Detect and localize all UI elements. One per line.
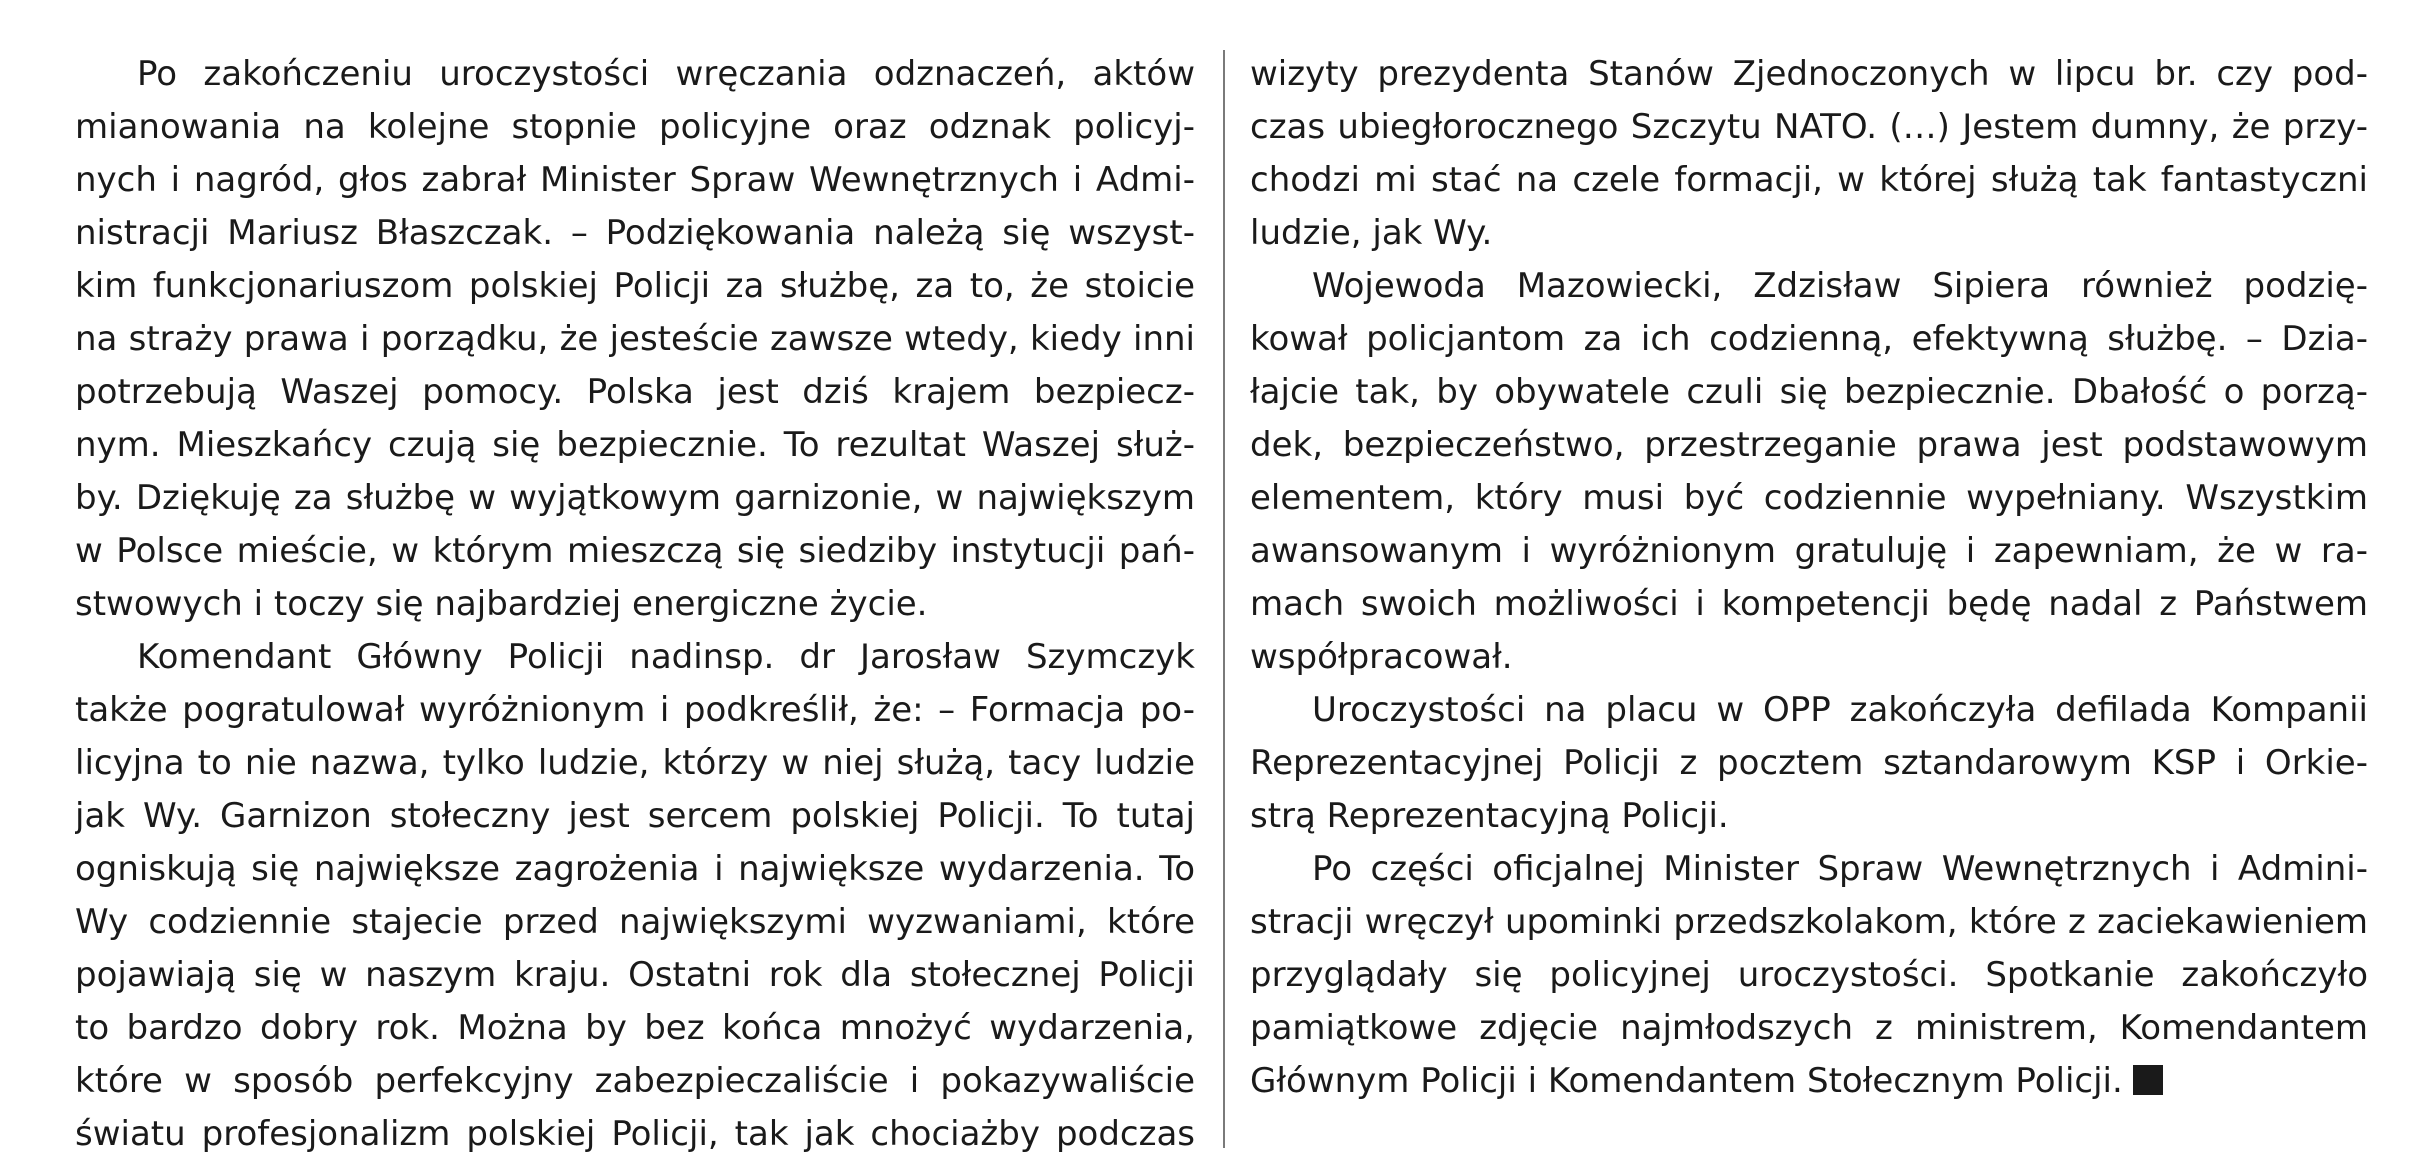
paragraph-1-line-9: by. Dziękuję za służbę w wyjątkowym garnizonie, w największym [75,478,1195,518]
paragraph-1-line-10: w Polsce mieście, w którym mieszczą się siedziby instytucji pań- [75,531,1195,571]
paragraph-3-line-6: awansowanym i wyróżnionym gratuluję i zapewniam, że w ra- [1250,531,2368,571]
paragraph-2-line-6: Wy codziennie stajecie przed największymi wyzwaniami, które [75,902,1195,942]
paragraph-3-line-7: mach swoich możliwości i kompetencji będę nadal z Państwem [1250,584,2368,624]
paragraph-2-line-8: to bardzo dobry rok. Można by bez końca mnożyć wydarzenia, [75,1008,1195,1048]
paragraph-2-line-7: pojawiają się w naszym kraju. Ostatni rok dla stołecznej Policji [75,955,1195,995]
paragraph-3-line-8: współpracował. [1250,637,1513,677]
paragraph-1-line-7: potrzebują Waszej pomocy. Polska jest dziś krajem bezpiecz- [75,372,1195,412]
paragraph-3-line-3: łajcie tak, by obywatele czuli się bezpiecznie. Dbałość o porzą- [1250,372,2368,412]
paragraph-3-line-2: kował policjantom za ich codzienną, efektywną służbę. – Dzia- [1250,319,2368,359]
paragraph-2-continued-line-1: wizyty prezydenta Stanów Zjednoczonych w lipcu br. czy pod- [1250,54,2368,94]
paragraph-1-line-1: Po zakończeniu uroczystości wręczania odznaczeń, aktów [137,54,1195,94]
paragraph-4-line-1: Uroczystości na placu w OPP zakończyła defilada Kompanii [1312,690,2368,730]
paragraph-5-line-5: Głównym Policji i Komendantem Stołecznym Policji. [1250,1061,2123,1101]
paragraph-2-line-4: jak Wy. Garnizon stołeczny jest sercem polskiej Policji. To tutaj [75,796,1195,836]
paragraph-5-line-4: pamiątkowe zdjęcie najmłodszych z ministrem, Komendantem [1250,1008,2368,1048]
paragraph-2-continued-line-2: czas ubiegłorocznego Szczytu NATO. (…) Jestem dumny, że przy- [1250,107,2368,147]
paragraph-3-line-1: Wojewoda Mazowiecki, Zdzisław Sipiera również podzię- [1312,266,2368,306]
paragraph-1-line-2: mianowania na kolejne stopnie policyjne oraz odznak policyj- [75,107,1195,147]
paragraph-2-line-2: także pogratulował wyróżnionym i podkreślił, że: – Formacja po- [75,690,1195,730]
paragraph-1-line-11: stwowych i toczy się najbardziej energiczne życie. [75,584,928,624]
paragraph-2-continued-line-3: chodzi mi stać na czele formacji, w której służą tak fantastyczni [1250,160,2368,200]
paragraph-2-line-10: światu profesjonalizm polskiej Policji, tak jak chociażby podczas [75,1114,1195,1154]
end-of-article-square-icon [2133,1065,2163,1095]
paragraph-3-line-5: elementem, który musi być codziennie wypełniany. Wszystkim [1250,478,2368,518]
paragraph-2-line-5: ogniskują się największe zagrożenia i największe wydarzenia. To [75,849,1195,889]
paragraph-5-line-2: stracji wręczył upominki przedszkolakom, które z zaciekawieniem [1250,902,2368,942]
paragraph-3-line-4: dek, bezpieczeństwo, przestrzeganie prawa jest podstawowym [1250,425,2368,465]
paragraph-5-line-3: przyglądały się policyjnej uroczystości. Spotkanie zakończyło [1250,955,2368,995]
paragraph-5-line-5-wrapper [1250,1055,2368,1108]
column-divider [1223,50,1225,1148]
paragraph-1-line-5: kim funkcjonariuszom polskiej Policji za służbę, za to, że stoicie [75,266,1195,306]
paragraph-1-line-6: na straży prawa i porządku, że jesteście zawsze wtedy, kiedy inni [75,319,1195,359]
paragraph-1-line-8: nym. Mieszkańcy czują się bezpiecznie. To rezultat Waszej służ- [75,425,1195,465]
paragraph-2-line-9: które w sposób perfekcyjny zabezpieczaliście i pokazywaliście [75,1061,1195,1101]
paragraph-2-line-1: Komendant Główny Policji nadinsp. dr Jarosław Szymczyk [137,637,1195,677]
paragraph-2-continued-line-4: ludzie, jak Wy. [1250,213,1493,253]
paragraph-1-line-3: nych i nagród, głos zabrał Minister Spraw Wewnętrznych i Admi- [75,160,1195,200]
paragraph-5-line-1: Po części oficjalnej Minister Spraw Wewnętrznych i Admini- [1312,849,2368,889]
paragraph-4-line-2: Reprezentacyjnej Policji z pocztem sztandarowym KSP i Orkie- [1250,743,2368,783]
paragraph-4-line-3: strą Reprezentacyjną Policji. [1250,796,1729,836]
right-column [1250,48,2368,1108]
paragraph-2-line-3: licyjna to nie nazwa, tylko ludzie, którzy w niej służą, tacy ludzie [75,743,1195,783]
paragraph-1-line-4: nistracji Mariusz Błaszczak. – Podziękowania należą się wszyst- [75,213,1195,253]
left-column [75,48,1195,1161]
